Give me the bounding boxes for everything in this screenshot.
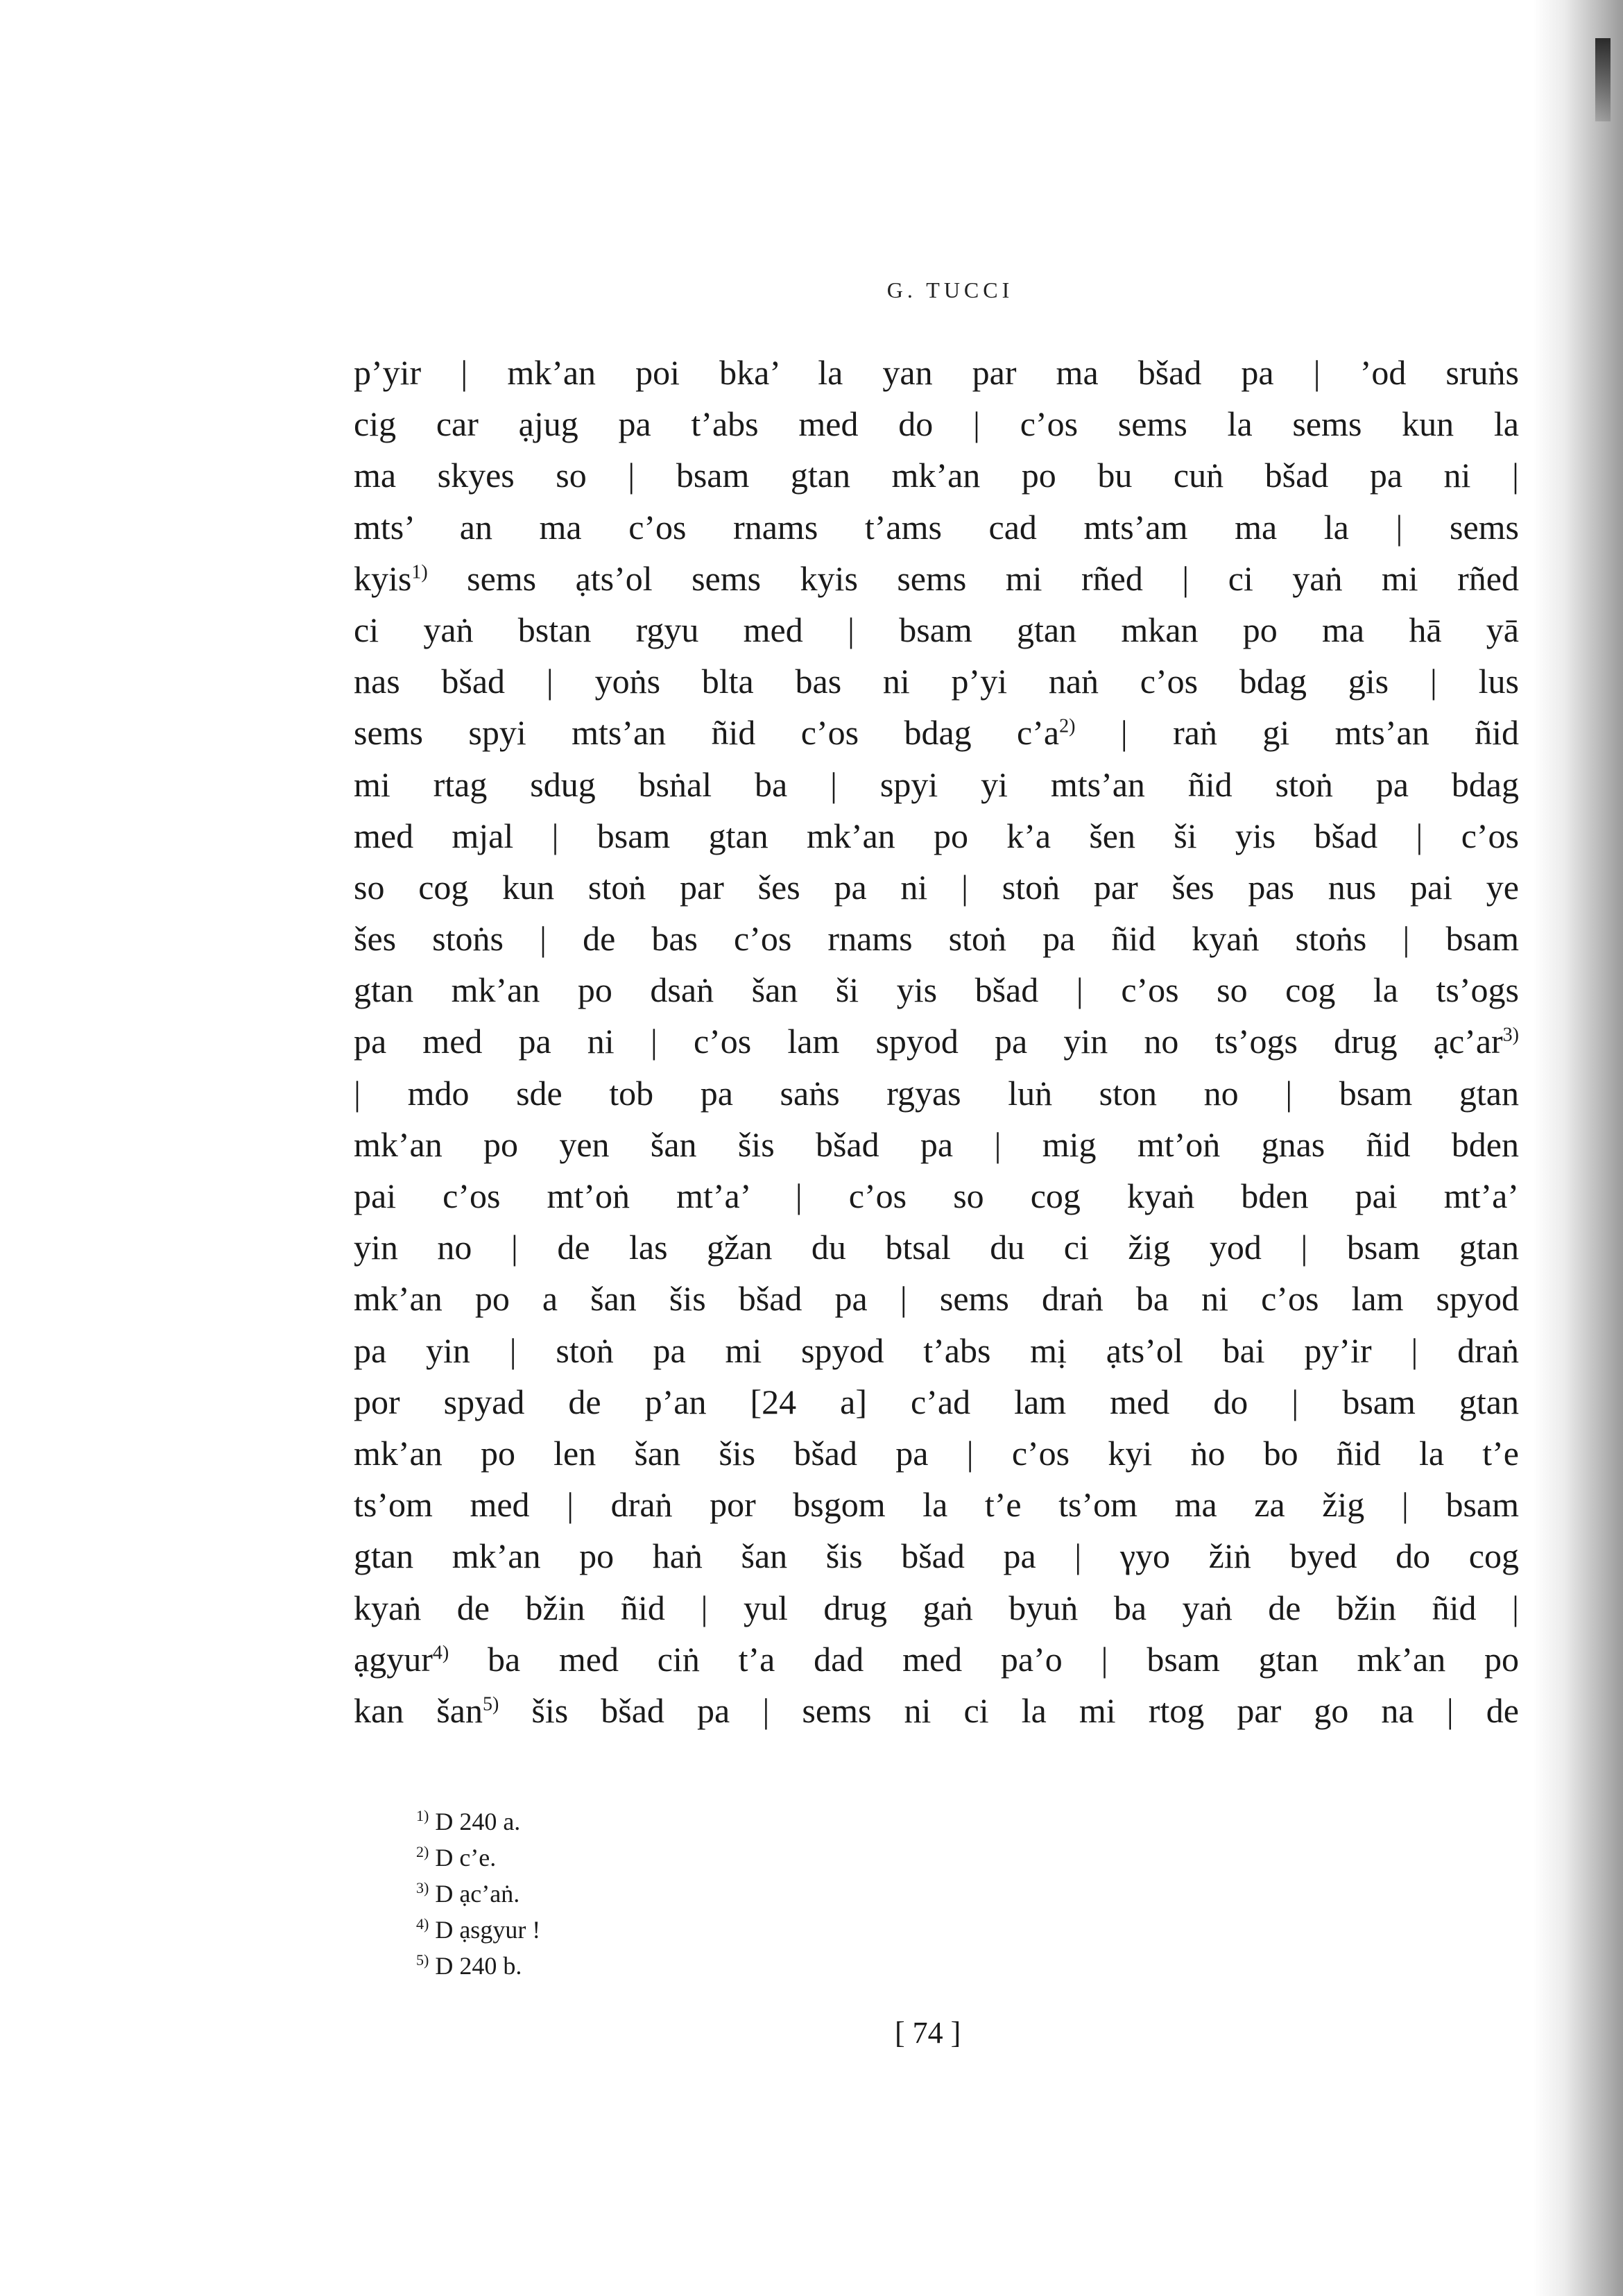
text-line — [354, 1582, 1519, 1634]
text-line — [354, 707, 1519, 758]
text-line — [354, 656, 1519, 707]
text-line-content: por spyad de p’an [24 a] c’ad lam med do | bsam gtan — [354, 1382, 1519, 1421]
footnote-text: D ạsgyur ! — [435, 1916, 541, 1944]
text-line — [354, 553, 1519, 604]
text-line-content: mk’an po a šan šis bšad pa | sems draṅ ba ni c’os lam spyod — [354, 1279, 1519, 1319]
text-line-content: nas bšad | yoṅs blta bas ni p’yi naṅ c’os bdag gis | lus — [354, 662, 1519, 701]
body-text — [354, 347, 1519, 1736]
text-line — [354, 604, 1519, 656]
footnote — [416, 1912, 763, 1948]
text-line-content: cig car ạjug pa t’abs med do | c’os sems la sems kun la — [354, 404, 1519, 444]
text-line-content: ts’om med | draṅ por bsgom la t’e ts’om ma za žig | bsam — [354, 1485, 1519, 1525]
footnote-ref: 3) — [1502, 1024, 1519, 1046]
text-line-content: | mdo sde tob pa saṅs rgyas luṅ ston no | bsam gtan — [354, 1073, 1519, 1113]
text-line — [354, 964, 1519, 1016]
running-head: G. TUCCI — [886, 277, 1014, 302]
footnote-mark: 2) — [416, 1843, 429, 1860]
text-line-content: yin no | de las gžan du btsal du ci žig yod | bsam gtan — [354, 1228, 1519, 1267]
text-line — [354, 1068, 1519, 1119]
text-line — [354, 1170, 1519, 1222]
text-line-content: kyis — [354, 558, 412, 598]
text-line-content: kyaṅ de bžin ñid | yul drug gaṅ byuṅ ba yaṅ de bžin ñid | — [354, 1588, 1519, 1627]
text-line-content: kan šan — [354, 1690, 483, 1730]
footnote-ref: 2) — [1059, 715, 1076, 737]
footnote — [416, 1840, 763, 1876]
text-line — [354, 759, 1519, 810]
text-line-continuation: | raṅ gi mts’an ñid — [1075, 713, 1519, 753]
text-line-content: gtan mk’an po haṅ šan šis bšad pa | γyo žiṅ byed do cog — [354, 1536, 1519, 1576]
text-line-continuation: ba med ciṅ t’a dad med pa’o | bsam gtan mk’an po — [449, 1639, 1519, 1679]
text-line — [354, 1376, 1519, 1428]
text-line — [354, 1685, 1519, 1736]
text-line-content: pai c’os mt’oṅ mt’a’ | c’os so cog kyaṅ bden pai mt’a’ — [354, 1176, 1519, 1215]
footnote-text: D 240 a. — [435, 1808, 521, 1835]
footnote-mark: 3) — [416, 1879, 429, 1896]
text-line-content: ma skyes so | bsam gtan mk’an po bu cuṅ bšad pa ni | — [354, 456, 1519, 495]
text-line-content: šes stoṅs | de bas c’os rnams stoṅ pa ñid kyaṅ stoṅs | bsam — [354, 919, 1519, 959]
text-line — [354, 1119, 1519, 1170]
footnote-ref: 5) — [482, 1693, 499, 1715]
text-line-content: ạgyur — [354, 1639, 433, 1679]
text-line-content: ci yaṅ bstan rgyu med | bsam gtan mkan po ma hā yā — [354, 610, 1519, 649]
footnote-ref: 4) — [432, 1642, 449, 1664]
footnote-mark: 4) — [416, 1915, 429, 1933]
text-line-continuation: sems ạts’ol sems kyis sems mi rñed | ci yaṅ mi rñed — [427, 558, 1519, 598]
text-line-content: med mjal | bsam gtan mk’an po k’a šen ši yis bšad | c’os — [354, 816, 1519, 855]
text-line — [354, 913, 1519, 964]
footnote-text: D c’e. — [435, 1844, 497, 1871]
text-line — [354, 502, 1519, 553]
text-line — [354, 1634, 1519, 1685]
text-line-continuation: šis bšad pa | sems ni ci la mi rtog par go na | de — [499, 1690, 1519, 1730]
binding-shadow — [1533, 0, 1623, 2296]
footnote-mark: 1) — [416, 1807, 429, 1824]
text-line — [354, 1479, 1519, 1530]
footnote — [416, 1948, 763, 1984]
text-line-content: pa yin | stoṅ pa mi spyod t’abs mị ạts’ol bai py’ir | draṅ — [354, 1330, 1519, 1370]
footnote-mark: 5) — [416, 1951, 429, 1969]
text-line — [354, 1428, 1519, 1479]
text-line — [354, 1222, 1519, 1273]
text-line-content: p’yir | mk’an poi bka’ la yan par ma bšad pa | ’od sruṅs — [354, 353, 1519, 392]
text-line — [354, 1016, 1519, 1067]
text-line-content: pa med pa ni | c’os lam spyod pa yin no ts’ogs drug ạc’ar — [354, 1022, 1503, 1061]
text-line — [354, 1325, 1519, 1376]
binding-edge — [1595, 38, 1611, 121]
footnote — [416, 1876, 763, 1912]
text-line — [354, 1530, 1519, 1582]
footnote-text: D 240 b. — [435, 1952, 522, 1980]
text-line — [354, 862, 1519, 913]
text-line — [354, 449, 1519, 501]
text-line — [354, 398, 1519, 449]
text-line-content: sems spyi mts’an ñid c’os bdag c’a — [354, 713, 1060, 753]
text-line-content: mi rtag sdug bsṅal ba | spyi yi mts’an ñid stoṅ pa bdag — [354, 764, 1519, 804]
text-line — [354, 810, 1519, 862]
text-line-content: so cog kun stoṅ par šes pa ni | stoṅ par šes pas nus pai ye — [354, 867, 1519, 907]
text-line — [354, 1273, 1519, 1324]
footnote — [416, 1804, 763, 1840]
text-line-content: mts’ an ma c’os rnams t’ams cad mts’am ma la | sems — [354, 507, 1519, 547]
text-line-content: mk’an po len šan šis bšad pa | c’os kyi ṅo bo ñid la t’e — [354, 1433, 1519, 1473]
text-line-content: mk’an po yen šan šis bšad pa | mig mt’oṅ gnas ñid bden — [354, 1124, 1519, 1164]
footnote-ref: 1) — [411, 561, 428, 583]
text-line — [354, 347, 1519, 398]
footnotes — [416, 1804, 763, 1984]
text-line-content: gtan mk’an po dsaṅ šan ši yis bšad | c’os so cog la ts’ogs — [354, 970, 1519, 1010]
footnote-text: D ạc’aṅ. — [435, 1880, 520, 1908]
page-number: [ 74 ] — [895, 2016, 961, 2050]
